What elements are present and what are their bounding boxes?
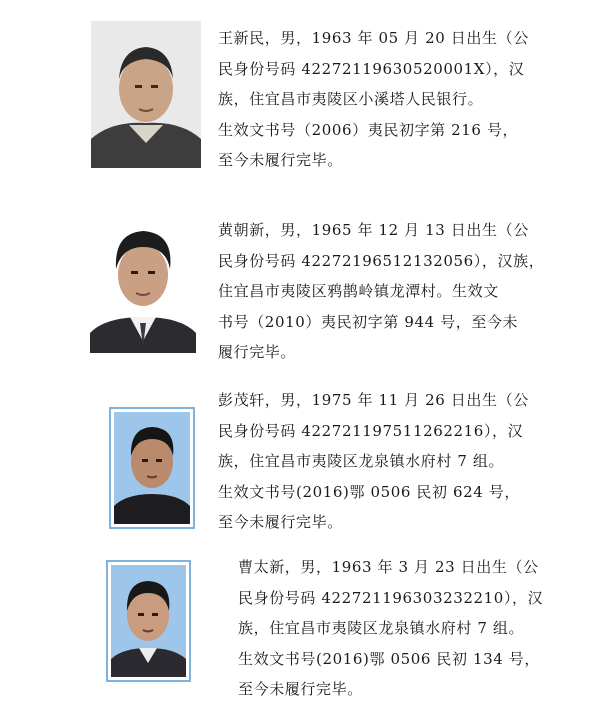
description-line-2: 民身份号码 422721197511262216），汉 <box>218 421 524 440</box>
description-line-5: 至今未履行完毕。 <box>218 151 343 169</box>
description-line-1: 彭茂轩，男，1975 年 11 月 26 日出生（公 <box>218 391 529 409</box>
description-line-2: 民身份号码 42272119630520001X），汉 <box>218 59 525 78</box>
person-description <box>238 552 543 705</box>
description-line-2: 民身份号码 422721196303232210），汉 <box>238 588 544 607</box>
description-line-5: 至今未履行完毕。 <box>238 680 363 698</box>
description-line-3: 族，住宜昌市夷陵区龙泉镇水府村 7 组。 <box>238 619 525 637</box>
description-line-5: 履行完毕。 <box>218 343 297 361</box>
person-portrait-icon <box>114 412 190 524</box>
description-line-3: 族，住宜昌市夷陵区龙泉镇水府村 7 组。 <box>218 452 505 470</box>
description-line-4: 书号（2010）夷民初字第 944 号，至今未 <box>218 312 519 331</box>
description-line-1: 黄朝新，男，1965 年 12 月 13 日出生（公 <box>218 221 529 239</box>
description-line-1: 王新民，男，1963 年 05 月 20 日出生（公 <box>218 29 529 47</box>
portrait-photo <box>91 21 201 168</box>
description-line-5: 至今未履行完毕。 <box>218 513 343 531</box>
person-portrait-icon <box>91 21 201 168</box>
description-line-1: 曹太新，男，1963 年 3 月 23 日出生（公 <box>238 558 539 576</box>
description-line-4: 生效文书号（2006）夷民初字第 216 号， <box>218 120 519 139</box>
description-line-2: 民身份号码 422721965121320​56），汉族， <box>218 251 545 270</box>
person-description <box>218 385 529 538</box>
description-line-3: 族，住宜昌市夷陵区小溪塔人民银行。 <box>218 90 484 108</box>
portrait-photo <box>109 407 195 529</box>
description-line-3: 住宜昌市夷陵区鸦鹊岭镇龙潭村。生效文 <box>218 282 499 300</box>
person-portrait-icon <box>111 565 186 677</box>
portrait-photo <box>106 560 191 682</box>
portrait-photo <box>90 213 196 353</box>
person-description <box>218 23 529 176</box>
description-line-4: 生效文书号(2016)鄂 0506 民初 134 号， <box>238 649 540 668</box>
person-description <box>218 215 544 368</box>
description-line-4: 生效文书号(2016)鄂 0506 民初 624 号， <box>218 482 520 501</box>
person-portrait-icon <box>90 213 196 353</box>
